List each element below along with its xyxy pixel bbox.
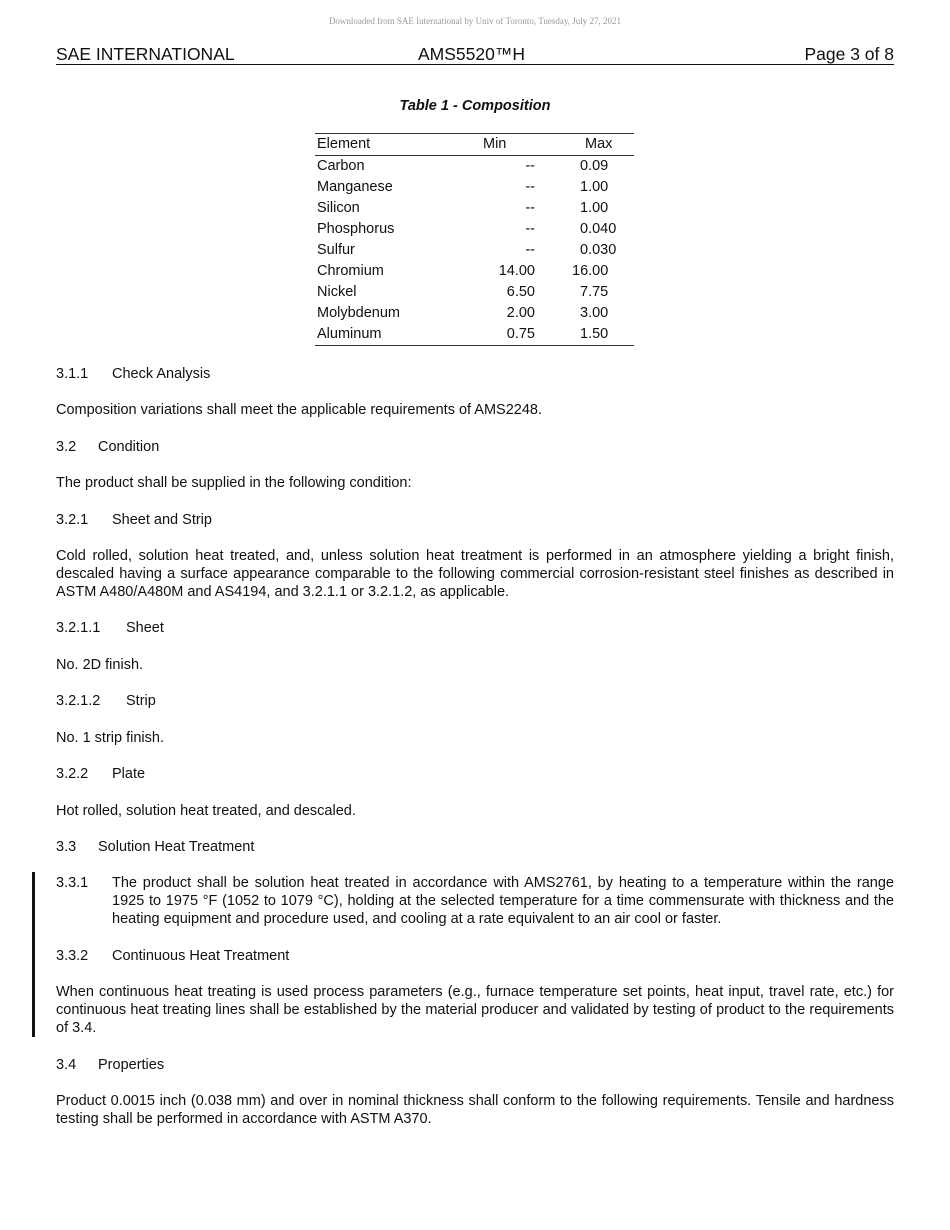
table-row xyxy=(315,198,634,219)
organization-name: SAE INTERNATIONAL xyxy=(56,44,235,64)
page-header xyxy=(56,44,894,65)
paragraph-3-2-2: Hot rolled, solution heat treated, and descaled. xyxy=(56,803,356,819)
paragraph-3-2-1-2: No. 1 strip finish. xyxy=(56,730,164,746)
table-row xyxy=(315,324,634,346)
section-heading-3-4 xyxy=(56,1056,894,1074)
min-cell: 2.00 xyxy=(506,305,535,321)
element-cell: Chromium xyxy=(317,263,384,279)
section-heading-3-2 xyxy=(56,438,894,456)
paragraph-3-2: The product shall be supplied in the following condition: xyxy=(56,475,412,491)
section-heading-3-2-1 xyxy=(56,511,894,529)
section-title: Strip xyxy=(126,693,156,709)
paragraph-3-3-1 xyxy=(56,874,894,928)
min-cell: 6.50 xyxy=(506,284,535,300)
max-cell: 3.00 xyxy=(580,305,609,321)
section-text: The product shall be solution heat treated in accordance with AMS2761, by heating to a temperature within the range 1925 to 1975 °F (1052 to 1079 °C), holding at the selected temperature for a time commensurate with thickness and the heating equipment and procedure used, and cooling at a rate equivalent to an air cool or faster. xyxy=(112,875,894,927)
max-cell: 1.00 xyxy=(580,200,609,216)
paragraph-3-4: Product 0.0015 inch (0.038 mm) and over in nominal thickness shall conform to the following requirements. Tensile and hardness testing shall be performed in accordance with ASTM A370. xyxy=(56,1093,894,1127)
element-cell: Carbon xyxy=(317,158,365,174)
table-row xyxy=(315,303,634,324)
table-row xyxy=(315,219,634,240)
min-cell: -- xyxy=(525,179,535,195)
max-cell: 1.50 xyxy=(580,326,609,342)
section-number: 3.2.1.2 xyxy=(56,693,101,709)
column-header-max: Max xyxy=(585,136,613,152)
section-number: 3.4 xyxy=(56,1057,77,1073)
revision-change-bar xyxy=(32,872,35,1037)
element-cell: Phosphorus xyxy=(317,221,395,237)
max-cell: 16.00 xyxy=(572,263,609,279)
section-heading-3-3-2 xyxy=(56,947,894,965)
section-number: 3.3.1 xyxy=(56,875,89,891)
element-cell: Silicon xyxy=(317,200,360,216)
max-cell: 0.040 xyxy=(580,221,617,237)
document-number: AMS5520™H xyxy=(418,44,525,64)
table-header-row xyxy=(315,134,634,156)
section-title: Continuous Heat Treatment xyxy=(112,948,290,964)
table-row xyxy=(315,261,634,282)
section-title: Sheet xyxy=(126,620,164,636)
section-title: Sheet and Strip xyxy=(112,512,212,528)
min-cell: 0.75 xyxy=(506,326,535,342)
column-header-element: Element xyxy=(317,136,371,152)
max-cell: 1.00 xyxy=(580,179,609,195)
section-title: Properties xyxy=(98,1057,165,1073)
max-cell: 0.030 xyxy=(580,242,617,258)
max-cell: 0.09 xyxy=(580,158,609,174)
min-cell: -- xyxy=(525,158,535,174)
column-header-min: Min xyxy=(483,136,507,152)
element-cell: Manganese xyxy=(317,179,393,195)
section-heading-3-2-1-1 xyxy=(56,619,894,637)
paragraph-3-3-2: When continuous heat treating is used process parameters (e.g., furnace temperature set points, heat input, travel rate, etc.) for continuous heat treating lines shall be established by the material producer and validated by testing of product to the requirements of 3.4. xyxy=(56,984,894,1036)
table-row xyxy=(315,156,634,178)
min-cell: 14.00 xyxy=(498,263,535,279)
section-heading-3-2-2 xyxy=(56,765,894,783)
section-title: Plate xyxy=(112,766,146,782)
min-cell: -- xyxy=(525,221,535,237)
table-caption: Table 1 - Composition xyxy=(399,98,551,114)
download-watermark: Downloaded from SAE International by Univ of Toronto, Tuesday, July 27, 2021 xyxy=(328,16,622,26)
section-number: 3.3.2 xyxy=(56,948,89,964)
max-cell: 7.75 xyxy=(580,284,609,300)
paragraph-3-2-1-1: No. 2D finish. xyxy=(56,657,144,673)
element-cell: Molybdenum xyxy=(317,305,401,321)
section-number: 3.2.2 xyxy=(56,766,89,782)
section-title: Check Analysis xyxy=(112,366,211,382)
section-title: Condition xyxy=(98,439,160,455)
paragraph-3-2-1: Cold rolled, solution heat treated, and, unless solution heat treatment is performed in an atmosphere yielding a bright finish, descaled having a surface appearance comparable to the following commercial corrosion-resistant steel finishes as described in ASTM A480/A480M and AS4194, and 3.2.1.1 or 3.2.1.2, as applicable. xyxy=(56,548,894,600)
section-number: 3.3 xyxy=(56,839,77,855)
paragraph-3-1-1: Composition variations shall meet the applicable requirements of AMS2248. xyxy=(56,402,543,418)
section-number: 3.2.1.1 xyxy=(56,620,101,636)
table-row xyxy=(315,177,634,198)
section-heading-3-2-1-2 xyxy=(56,692,894,710)
page-number: Page 3 of 8 xyxy=(804,44,894,64)
section-number: 3.1.1 xyxy=(56,366,89,382)
table-row xyxy=(315,240,634,261)
section-heading-3-1-1 xyxy=(56,365,894,383)
min-cell: -- xyxy=(525,242,535,258)
section-title: Solution Heat Treatment xyxy=(98,839,255,855)
section-number: 3.2.1 xyxy=(56,512,89,528)
composition-table xyxy=(315,133,634,346)
section-number: 3.2 xyxy=(56,439,77,455)
min-cell: -- xyxy=(525,200,535,216)
element-cell: Aluminum xyxy=(317,326,382,342)
element-cell: Sulfur xyxy=(317,242,355,258)
section-heading-3-3 xyxy=(56,838,894,856)
element-cell: Nickel xyxy=(317,284,357,300)
table-row xyxy=(315,282,634,303)
